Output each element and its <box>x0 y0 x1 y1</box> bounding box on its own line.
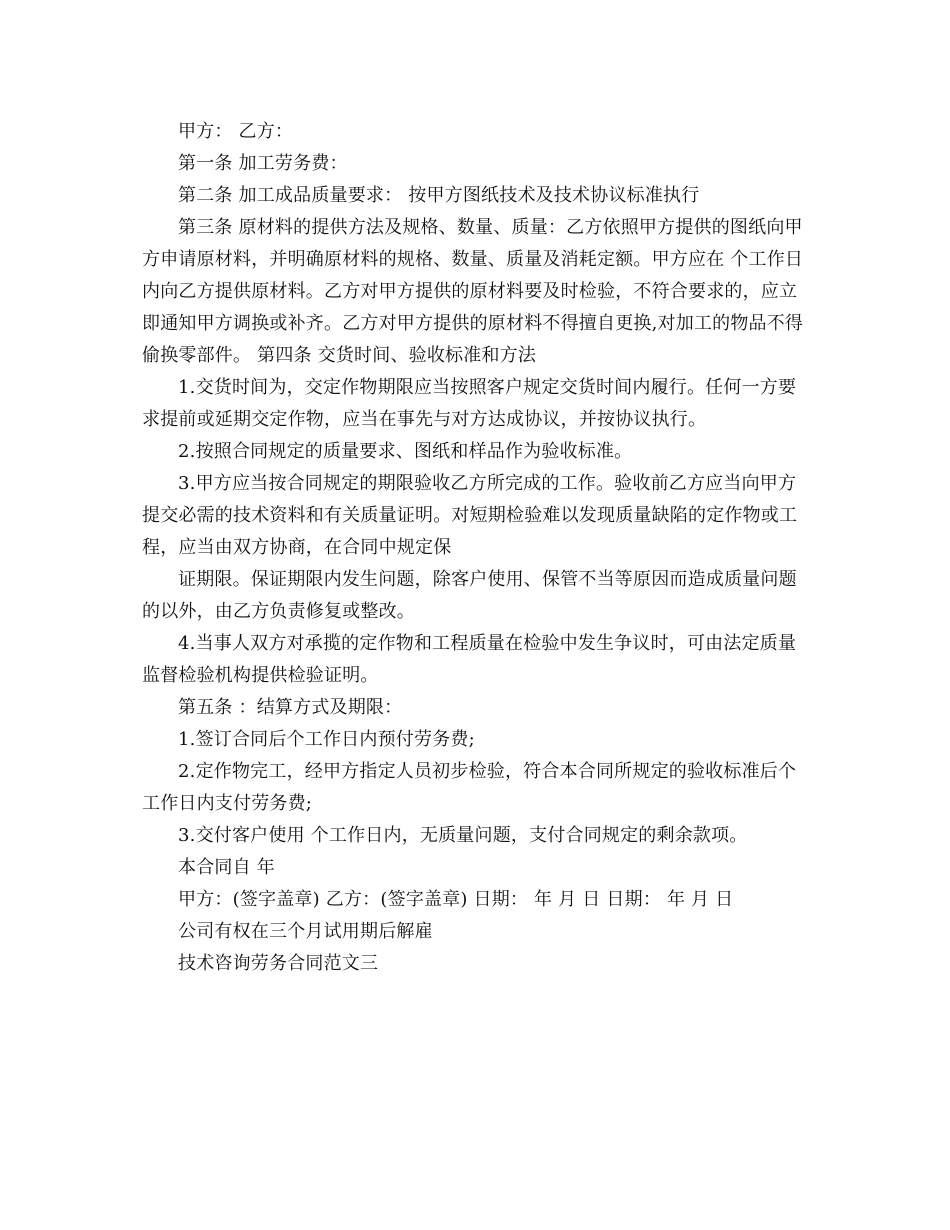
document-body <box>142 116 812 980</box>
party-line: 甲方： 乙方： <box>178 121 294 142</box>
signature-line: 甲方：(签字盖章) 乙方：(签字盖章) 日期： 年 月 日 日期： 年 月 日 <box>178 889 734 910</box>
article-1: 第一条 加工劳务费： <box>178 153 348 174</box>
payment-item-1: 1.签订合同后个工作日内预付劳务费; <box>178 729 475 750</box>
probation-note: 公司有权在三个月试用期后解雇 <box>178 921 433 942</box>
contract-term-line: 本合同自 年 <box>178 857 275 878</box>
article-5-heading: 第五条 ：结算方式及期限： <box>178 697 403 718</box>
delivery-item-3: 3.甲方应当按合同规定的期限验收乙方所完成的工作。验收前乙方应当向甲方提交必需的技术资料和有关质量证明。对短期检验难以发现质量缺陷的定作物或工程，应当由双方协商，在合同中规定保 <box>142 473 798 558</box>
next-contract-title: 技术咨询劳务合同范文三 <box>178 953 379 974</box>
payment-item-3: 3.交付客户使用 个工作日内，无质量问题，支付合同规定的剩余款项。 <box>178 825 748 846</box>
warranty-paragraph: 证期限。保证期限内发生问题，除客户使用、保管不当等原因而造成质量问题的以外，由乙方负责修复或整改。 <box>142 569 797 622</box>
delivery-item-2: 2.按照合同规定的质量要求、图纸和样品作为验收标准。 <box>178 441 633 462</box>
article-3: 第三条 原材料的提供方法及规格、数量、质量：乙方依照甲方提供的图纸向甲方申请原材料，并明确原材料的规格、数量、质量及消耗定额。甲方应在 个工作日内向乙方提供原材料。乙方对甲方提供的原材料要及时检验，不符合要求的，应立即通知甲方调换或补齐。乙方对甲方提供的原材料不得擅自更换,对加工的物品不得偷换零部件。 第四条 交货时间、验收标准和方法 <box>142 217 804 366</box>
article-2: 第二条 加工成品质量要求： 按甲方图纸技术及技术协议标准执行 <box>178 185 700 206</box>
payment-item-2: 2.定作物完工，经甲方指定人员初步检验，符合本合同所规定的验收标准后个工作日内支付劳务费; <box>142 761 797 814</box>
delivery-item-4: 4.当事人双方对承揽的定作物和工程质量在检验中发生争议时，可由法定质量监督检验机构提供检验证明。 <box>142 633 797 686</box>
delivery-item-1: 1.交货时间为，交定作物期限应当按照客户规定交货时间内履行。任何一方要求提前或延期交定作物，应当在事先与对方达成协议，并按协议执行。 <box>142 377 797 430</box>
